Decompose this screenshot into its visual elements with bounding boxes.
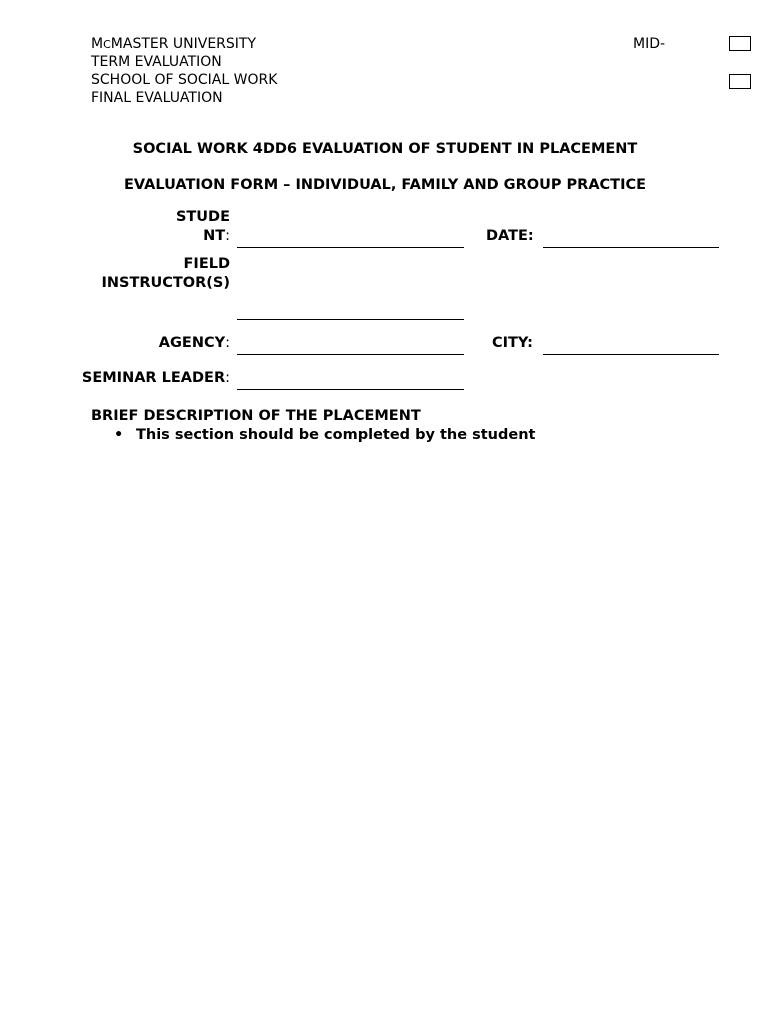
list-item: [114, 427, 535, 443]
agency-label: AGENCY:: [158, 335, 230, 351]
form-title: EVALUATION FORM – INDIVIDUAL, FAMILY AND GROUP PRACTICE: [123, 177, 647, 193]
date-input-line[interactable]: [543, 247, 719, 248]
final-evaluation-checkbox[interactable]: [729, 74, 751, 89]
field-instructor-label: FIELD INSTRUCTOR(S): [101, 256, 230, 291]
main-title: SOCIAL WORK 4DD6 EVALUATION OF STUDENT IN PLACEMENT: [132, 141, 638, 157]
city-input-line[interactable]: [543, 354, 719, 355]
date-label: DATE:: [486, 228, 534, 244]
school-name: SCHOOL OF SOCIAL WORK: [91, 72, 278, 88]
student-input-line[interactable]: [237, 247, 464, 248]
section-heading: BRIEF DESCRIPTION OF THE PLACEMENT: [91, 408, 421, 424]
agency-input-line[interactable]: [237, 354, 464, 355]
final-evaluation-text: FINAL EVALUATION: [91, 90, 223, 106]
field-instructor-input-line[interactable]: [237, 319, 464, 320]
mid-term-checkbox[interactable]: [729, 36, 751, 51]
mid-label: MID-: [633, 36, 666, 52]
term-evaluation-text: TERM EVALUATION: [91, 54, 222, 70]
seminar-leader-label: SEMINAR LEADER:: [81, 370, 230, 386]
city-label: CITY:: [492, 335, 533, 351]
student-label: STUDE NT:: [175, 209, 230, 244]
bullet-text: This section should be completed by the student: [136, 427, 536, 443]
bullet-icon: •: [114, 427, 124, 443]
university-name: MCMASTER UNIVERSITY: [91, 36, 257, 52]
seminar-leader-input-line[interactable]: [237, 389, 464, 390]
